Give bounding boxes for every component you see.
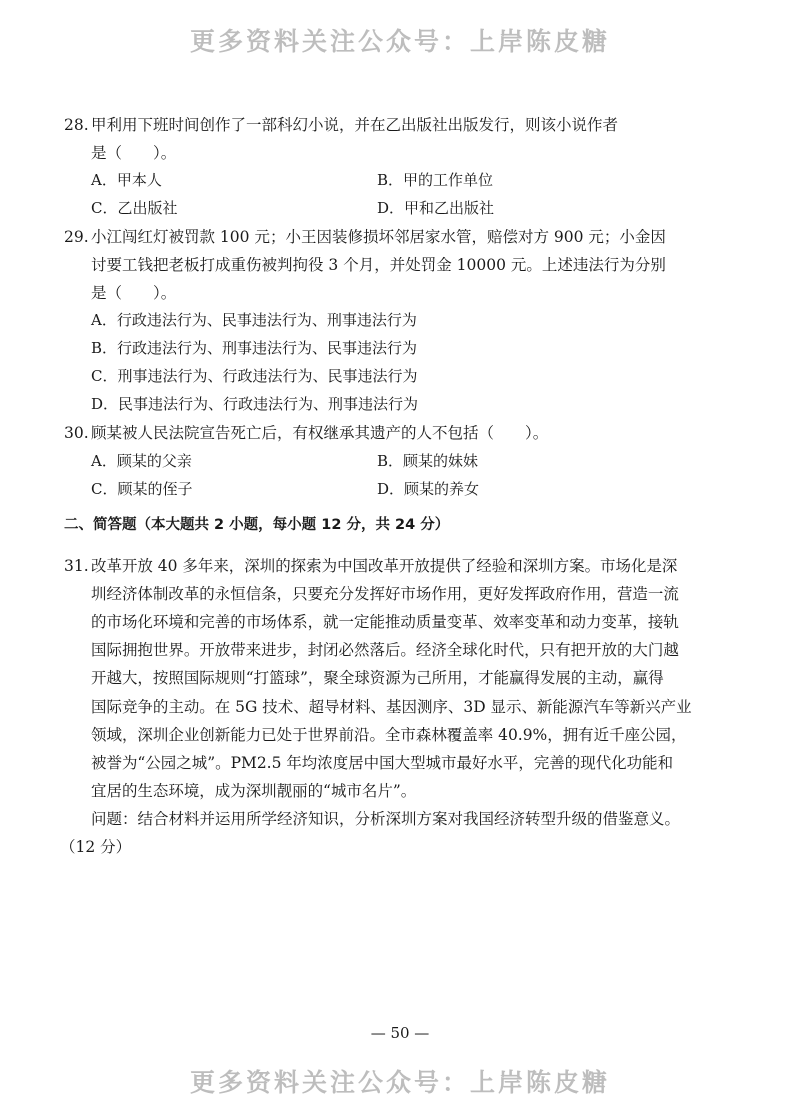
question-28-option-c: C．乙出版社 <box>91 199 178 217</box>
question-31-score: （12 分） <box>60 838 132 856</box>
watermark-bottom: 更多资料关注公众号：上岸陈皮糖 <box>189 1068 610 1097</box>
watermark-top: 更多资料关注公众号：上岸陈皮糖 <box>189 27 610 56</box>
question-29-option-a: A．行政违法行为、民事违法行为、刑事违法行为 <box>91 311 417 329</box>
question-28-option-b: B．甲的工作单位 <box>377 171 494 189</box>
passage-line: 被誉为“公园之城”。PM2.5 年均浓度居中国大型城市最好水平，完善的现代化功能和 <box>91 754 674 772</box>
question-29-line: 是（ ）。 <box>91 284 177 302</box>
passage-line: 国际竞争的主动。在 5G 技术、超导材料、基因测序、3D 显示、新能源汽车等新兴产业 <box>91 698 692 716</box>
question-30-option-d: D．顾某的养女 <box>377 480 480 498</box>
question-29-line: 小江闯红灯被罚款 100 元；小王因装修损坏邻居家水管，赔偿对方 900 元；小金因 <box>91 228 666 246</box>
question-29-number: 29. <box>64 228 89 246</box>
question-28-number: 28. <box>64 116 89 134</box>
question-31-number: 31. <box>64 557 89 575</box>
question-29-option-b: B．行政违法行为、刑事违法行为、民事违法行为 <box>91 339 418 357</box>
question-29-line: 讨要工钱把老板打成重伤被判拘役 3 个月，并处罚金 10000 元。上述违法行为分别 <box>91 256 666 274</box>
question-30-number: 30. <box>64 424 89 442</box>
question-30-line: 顾某被人民法院宣告死亡后，有权继承其遗产的人不包括（ ）。 <box>91 424 549 442</box>
question-29-option-c: C．刑事违法行为、行政违法行为、民事违法行为 <box>91 367 418 385</box>
passage-line: 圳经济体制改革的永恒信条，只要充分发挥好市场作用，更好发挥政府作用，营造一流 <box>91 585 679 603</box>
passage-line: 改革开放 40 多年来，深圳的探索为中国改革开放提供了经验和深圳方案。市场化是深 <box>91 557 678 575</box>
passage-line: 宜居的生态环境，成为深圳靓丽的“城市名片”。 <box>91 782 417 800</box>
passage-line: 国际拥抱世界。开放带来进步，封闭必然落后。经济全球化时代，只有把开放的大门越 <box>91 641 679 659</box>
question-28-line: 甲利用下班时间创作了一部科幻小说，并在乙出版社出版发行，则该小说作者 <box>91 116 619 134</box>
question-31-prompt: 问题：结合材料并运用所学经济知识，分析深圳方案对我国经济转型升级的借鉴意义。 <box>91 810 681 828</box>
question-28-option-d: D．甲和乙出版社 <box>377 199 495 217</box>
section-heading: 二、简答题（本大题共 2 小题，每小题 12 分，共 24 分） <box>64 517 450 533</box>
passage-line: 开越大，按照国际规则“打篮球”，聚全球资源为己所用，才能赢得发展的主动，赢得 <box>91 669 664 687</box>
question-28-line: 是（ ）。 <box>91 144 177 162</box>
question-29-option-d: D．民事违法行为、行政违法行为、刑事违法行为 <box>91 395 419 413</box>
question-30-option-c: C．顾某的侄子 <box>91 480 193 498</box>
passage-line: 的市场化环境和完善的市场体系，就一定能推动质量变革、效率变革和动力变革，接轨 <box>91 613 679 631</box>
question-30-option-a: A．顾某的父亲 <box>91 452 192 470</box>
question-28-option-a: A．甲本人 <box>91 171 162 189</box>
question-30-option-b: B．顾某的妹妹 <box>377 452 479 470</box>
passage-line: 领域，深圳企业创新能力已处于世界前沿。全市森林覆盖率 40.9%，拥有近千座公园， <box>91 726 687 744</box>
page-number: — 50 — <box>370 1024 430 1042</box>
